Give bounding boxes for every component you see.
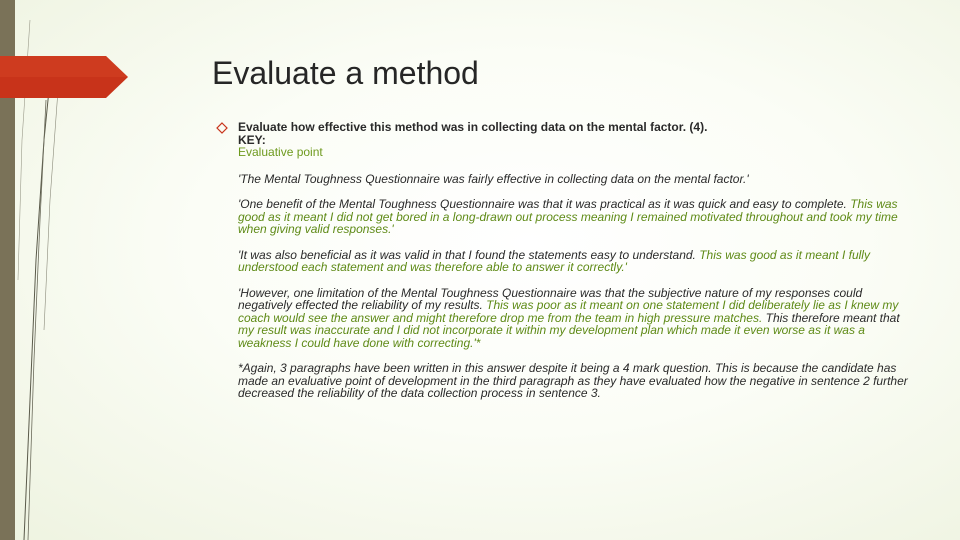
question-text: Evaluate how effective this method was in collecting data on the mental factor. (4). (238, 120, 708, 134)
paragraph-4 (238, 287, 908, 350)
paragraph-2-evaluative: This was good as it meant I did not get bored in a long-drawn out process meaning I remained motivated throughout and took my time when giving valid responses.' (238, 197, 898, 236)
slide-title: Evaluate a method (212, 55, 479, 91)
paragraph-3-text: 'It was also beneficial as it was valid in that I found the statements easy to understand. (238, 247, 700, 262)
paragraph-1 (238, 173, 908, 186)
evaluative-point-label: Evaluative point (238, 145, 323, 159)
paragraph-3-evaluative: This was good as it meant I fully understood each statement and was therefore able to answer it correctly.' (238, 247, 870, 274)
paragraph-2-text: 'One benefit of the Mental Toughness Questionnaire was that it was practical as it was quick and easy to complete. (238, 197, 851, 211)
slide-content (238, 121, 908, 400)
red-arrow-decoration (0, 56, 128, 98)
paragraph-3 (238, 249, 908, 274)
key-label: KEY: (238, 132, 266, 147)
paragraph-1-text: 'The Mental Toughness Questionnaire was fairly effective in collecting data on the mental factor.' (238, 171, 749, 186)
paragraph-4-text-2: This therefore meant that (762, 310, 900, 325)
paragraph-4-evaluative-2: my result was inaccurate and I did not incorporate it within my development plan which made it even worse as it was a weakness I could have done with correcting.'* (238, 323, 865, 350)
paragraph-4-evaluative: This was poor as it meant on one statement I did deliberately lie as I knew my coach would see the answer and might therefore drop me from the team in high pressure matches. (238, 298, 899, 325)
diamond-outline-icon (216, 122, 228, 134)
paragraph-4-text: 'However, one limitation of the Mental Toughness Questionnaire was that the subjective nature of my responses could negatively effected the reliability of my results. (238, 285, 863, 312)
paragraph-5-note (238, 362, 908, 400)
paragraph-5-text: *Again, 3 paragraphs have been written in this answer despite it being a 4 mark question. This is because the candidate has made an evaluative point of development in the third paragraph as they have evaluated how the negative in sentence 2 further decreased the reliability of the data collection process in sentence 3. (238, 361, 908, 400)
paragraph-2 (238, 198, 908, 236)
